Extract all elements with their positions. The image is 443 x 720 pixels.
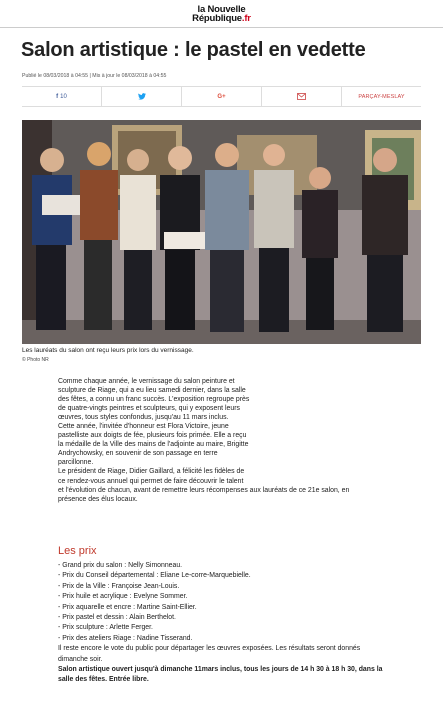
facebook-share-button[interactable] bbox=[22, 87, 102, 106]
body-line: présence des élus locaux. bbox=[58, 495, 138, 503]
prix-list bbox=[58, 561, 382, 686]
prix-item: - Prix pastel et dessin : Alain Berthelot. bbox=[58, 614, 176, 622]
facebook-icon: f bbox=[56, 93, 59, 100]
prix-item: - Grand prix du salon : Nelly Simonneau. bbox=[58, 562, 183, 569]
body-line: pastelliste aux doigts de fée, plusieurs fois primée. Elle a reçu bbox=[58, 432, 247, 440]
prix-heading: Les prix bbox=[58, 545, 97, 557]
share-bar bbox=[22, 86, 421, 107]
facebook-count: 10 bbox=[60, 93, 67, 100]
prix-item: - Prix aquarelle et encre : Martine Saint-Ellier. bbox=[58, 603, 197, 611]
body-line: Cette année, l'invitée d'honneur est Flora Victoire, jeune bbox=[58, 423, 229, 431]
header-divider bbox=[0, 27, 443, 28]
prix-item: - Prix huile et acrylique : Evelyne Sommer. bbox=[58, 593, 188, 601]
email-share-button[interactable] bbox=[262, 87, 342, 106]
salon-info: salle des fêtes. Entrée libre. bbox=[58, 676, 149, 684]
photo-credit: © Photo NR bbox=[22, 357, 49, 363]
mail-icon bbox=[297, 93, 306, 100]
closing-text: Il reste encore le vote du public pour départager les œuvres exposées. Les résultats seront donnés bbox=[58, 645, 361, 653]
body-line: sculpture de Riage, qui a eu lieu samedi dernier, dans la salle bbox=[58, 387, 246, 395]
body-line: Comme chaque année, le vernissage du salon peinture et bbox=[58, 378, 235, 385]
twitter-share-button[interactable] bbox=[102, 87, 182, 106]
article-title: Salon artistique : le pastel en vedette bbox=[21, 39, 366, 61]
prix-item: - Prix des ateliers Riage : Nadine Tisserand. bbox=[58, 634, 193, 642]
prix-item: - Prix de la Ville : Françoise Jean-Louis. bbox=[58, 582, 180, 590]
body-line: la médaille de la Ville des mains de l'adjointe au maire, Brigitte bbox=[58, 441, 249, 449]
body-line: œuvres, tous styles confondus, jusqu'au 11 mars inclus. bbox=[58, 414, 229, 422]
prix-item: - Prix sculpture : Arlette Ferger. bbox=[58, 624, 153, 632]
body-line: parcillonne. bbox=[58, 459, 94, 467]
twitter-icon bbox=[138, 93, 146, 100]
google-plus-share-button[interactable] bbox=[182, 87, 262, 106]
body-line: de quatre-vingts peintres et sculpteurs, qui y exposent leurs bbox=[58, 405, 240, 413]
location-link[interactable]: PARÇAY-MESLAY bbox=[358, 93, 405, 100]
logo-line-2: République.fr bbox=[192, 13, 251, 24]
article-body bbox=[58, 377, 388, 504]
photo-caption: Les lauréats du salon ont reçu leurs prix lors du vernissage. bbox=[22, 347, 194, 354]
body-line: des fêtes, a connu un franc succès. L'exposition regroupe près bbox=[58, 396, 250, 404]
body-line: Andrychowsky, en souvenir de son passage en terre bbox=[58, 450, 218, 458]
article-meta: Publié le 08/03/2018 à 04:55 | Mis à jour le 08/03/2018 à 04:55 bbox=[22, 73, 167, 79]
article-photo bbox=[22, 120, 421, 344]
salon-info: Salon artistique ouvert jusqu'à dimanche 11mars inclus, tous les jours de 14 h 30 à 18 h 30, dans la bbox=[58, 666, 383, 674]
site-logo[interactable] bbox=[0, 5, 443, 23]
closing-text: dimanche soir. bbox=[58, 655, 103, 663]
body-line: et l'évolution de chacun, avant de remettre leurs récompenses aux lauréats de ce 21e salon, en bbox=[58, 486, 350, 494]
google-plus-icon: G+ bbox=[217, 93, 226, 100]
body-line: ce rendez-vous annuel qui permet de faire découvrir le talent bbox=[58, 477, 244, 485]
laureates-photo-illustration bbox=[22, 120, 421, 344]
logo-line-1: la Nouvelle bbox=[197, 4, 246, 15]
body-line: Le président de Riage, Didier Gaillard, a félicité les fidèles de bbox=[58, 468, 245, 476]
prix-item: - Prix du Conseil départemental : Eliane Le-corre-Marquebielle. bbox=[58, 572, 251, 580]
